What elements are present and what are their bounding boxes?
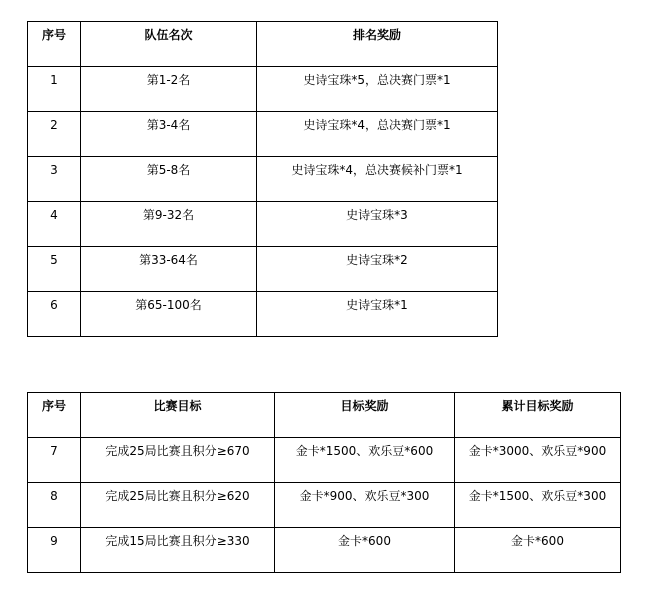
table-cell: 金卡*600	[275, 528, 455, 573]
table-cell: 4	[28, 202, 81, 247]
table-cell: 史诗宝珠*1	[257, 292, 498, 337]
table-cell: 史诗宝珠*2	[257, 247, 498, 292]
table-row	[28, 67, 498, 112]
table-row	[28, 438, 621, 483]
table-cell: 完成25局比赛且积分≥670	[81, 438, 275, 483]
table-row	[28, 202, 498, 247]
table-cell: 金卡*1500、欢乐豆*600	[275, 438, 455, 483]
table-cell: 金卡*1500、欢乐豆*300	[455, 483, 621, 528]
table-cell: 8	[28, 483, 81, 528]
table-cell: 金卡*3000、欢乐豆*900	[455, 438, 621, 483]
table-row	[28, 528, 621, 573]
table-cell: 9	[28, 528, 81, 573]
table-cell: 第5-8名	[81, 157, 257, 202]
ranking-reward-table	[27, 21, 498, 337]
header-cell: 目标奖励	[275, 393, 455, 438]
header-cell: 序号	[28, 22, 81, 67]
table-header-row	[28, 393, 621, 438]
table-row	[28, 157, 498, 202]
header-cell: 排名奖励	[257, 22, 498, 67]
header-cell: 队伍名次	[81, 22, 257, 67]
table-cell: 史诗宝珠*3	[257, 202, 498, 247]
table-row	[28, 483, 621, 528]
table-cell: 7	[28, 438, 81, 483]
table-cell: 第65-100名	[81, 292, 257, 337]
table-cell: 6	[28, 292, 81, 337]
table-cell: 1	[28, 67, 81, 112]
table-cell: 史诗宝珠*4，总决赛候补门票*1	[257, 157, 498, 202]
table-cell: 完成25局比赛且积分≥620	[81, 483, 275, 528]
table-header-row	[28, 22, 498, 67]
table-cell: 史诗宝珠*4，总决赛门票*1	[257, 112, 498, 157]
table-cell: 金卡*900、欢乐豆*300	[275, 483, 455, 528]
goal-reward-table	[27, 392, 621, 573]
table-cell: 第9-32名	[81, 202, 257, 247]
table-cell: 完成15局比赛且积分≥330	[81, 528, 275, 573]
table-cell: 5	[28, 247, 81, 292]
table-row	[28, 292, 498, 337]
table-cell: 史诗宝珠*5，总决赛门票*1	[257, 67, 498, 112]
table-cell: 金卡*600	[455, 528, 621, 573]
header-cell: 序号	[28, 393, 81, 438]
table-cell: 第1-2名	[81, 67, 257, 112]
header-cell: 累计目标奖励	[455, 393, 621, 438]
table-cell: 第3-4名	[81, 112, 257, 157]
table-cell: 3	[28, 157, 81, 202]
table-row	[28, 112, 498, 157]
header-cell: 比赛目标	[81, 393, 275, 438]
table-cell: 第33-64名	[81, 247, 257, 292]
table-cell: 2	[28, 112, 81, 157]
table-row	[28, 247, 498, 292]
